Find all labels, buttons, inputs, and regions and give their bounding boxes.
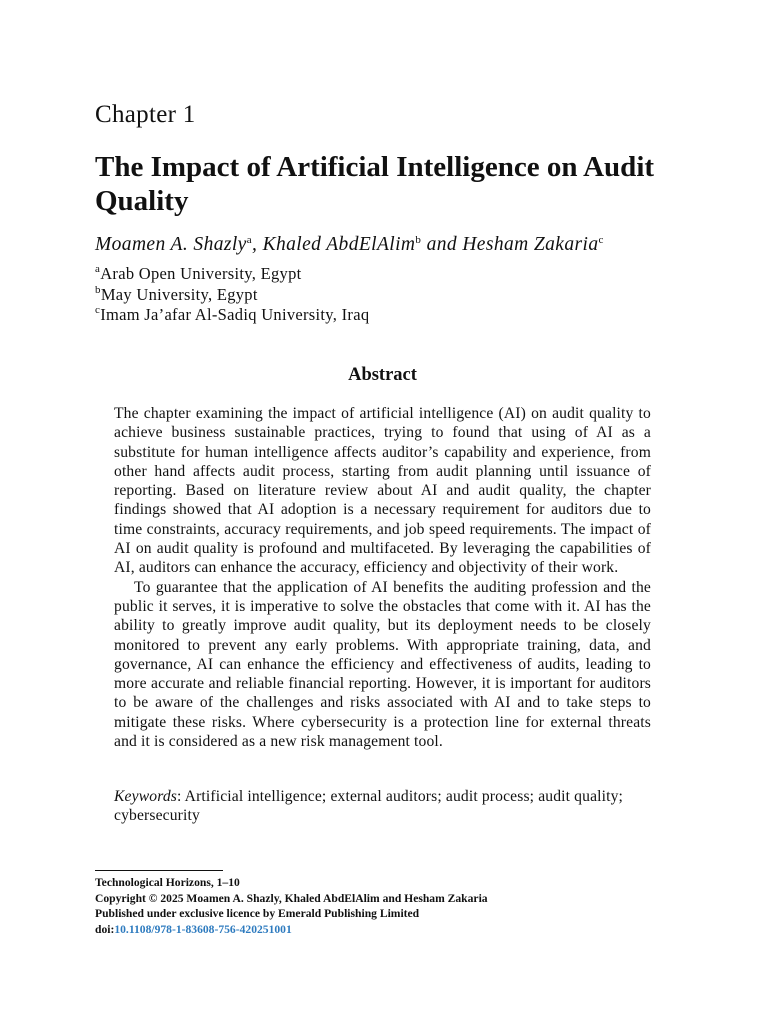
affiliation-list: [95, 264, 369, 326]
keywords-label: Keywords: [114, 788, 177, 805]
author-name: Moamen A. Shazly: [95, 234, 247, 255]
keywords-separator: :: [177, 788, 185, 805]
series-info: Technological Horizons, 1–10: [95, 876, 240, 889]
chapter-label: Chapter 1: [95, 101, 196, 128]
affiliation-mark: b: [95, 283, 101, 296]
chapter-first-page: [95, 0, 670, 1024]
affiliation: [95, 264, 369, 285]
keywords-text: Artificial intelligence; external auditors; audit process; audit quality; cybersecurity: [114, 788, 624, 825]
footnote: [95, 875, 488, 937]
copyright-line: Copyright © 2025 Moamen A. Shazly, Khaled AbdElAlim and Hesham Zakaria: [95, 891, 488, 905]
author-name: Khaled AbdElAlim: [262, 234, 416, 255]
affiliation: [95, 285, 369, 306]
affiliation-mark: a: [95, 263, 101, 275]
footnote-rule: [95, 870, 223, 871]
affiliation-text: Imam Ja’afar Al-Sadiq University, Iraq: [100, 305, 370, 324]
abstract-paragraph: The chapter examining the impact of artificial intelligence (AI) on audit quality to achieve business sustainable practices, trying to found that using of AI as a substitute for human intelligence affects auditor’s capability and experience, from other hand affects audit process, starting from audit planning until issuance of reporting. Based on literature review about AI and audit quality, the chapter findings showed that AI adoption is a necessary requirement for auditors due to time constraints, accuracy requirements, and job speed requirements. The impact of AI on audit quality is profound and multifaceted. By leveraging the capabilities of AI, auditors can enhance the accuracy, efficiency and objectivity of their work.: [114, 405, 651, 577]
keywords: [114, 787, 651, 826]
abstract-heading: Abstract: [348, 365, 417, 385]
affiliation-text: Arab Open University, Egypt: [100, 264, 302, 283]
author-separator: and: [421, 234, 463, 255]
author-separator: ,: [252, 234, 263, 255]
affiliation-mark: b: [415, 234, 422, 246]
affiliation-mark: c: [598, 234, 604, 246]
doi-link[interactable]: 10.1108/978-1-83608-756-420251001: [114, 922, 292, 936]
affiliation-mark: c: [95, 304, 101, 316]
affiliation-text: May University, Egypt: [100, 284, 258, 304]
author-line: [95, 234, 670, 256]
chapter-title: The Impact of Artificial Intelligence on Audit Quality: [95, 151, 655, 217]
abstract-body: [114, 404, 651, 751]
licence-line: Published under exclusive licence by Emerald Publishing Limited: [95, 907, 420, 920]
abstract-paragraph: To guarantee that the application of AI benefits the auditing profession and the public it serves, it is imperative to solve the obstacles that come with it. AI has the ability to greatly improve audit quality, but its deployment needs to be closely monitored to prevent any early problems. With appropriate training, data, and governance, AI can enhance the efficiency and effectiveness of audits, leading to more accurate and reliable financial reporting. However, it is important for auditors to be aware of the challenges and risks associated with AI and to take steps to mitigate these risks. Where cybersecurity is a protection line for external threats and it is considered as a new risk management tool.: [114, 578, 651, 751]
affiliation: [95, 305, 369, 326]
doi-line: [95, 922, 488, 938]
doi-label: doi:: [95, 922, 115, 936]
author-name: Hesham Zakaria: [462, 234, 599, 255]
affiliation-mark: a: [246, 234, 253, 246]
